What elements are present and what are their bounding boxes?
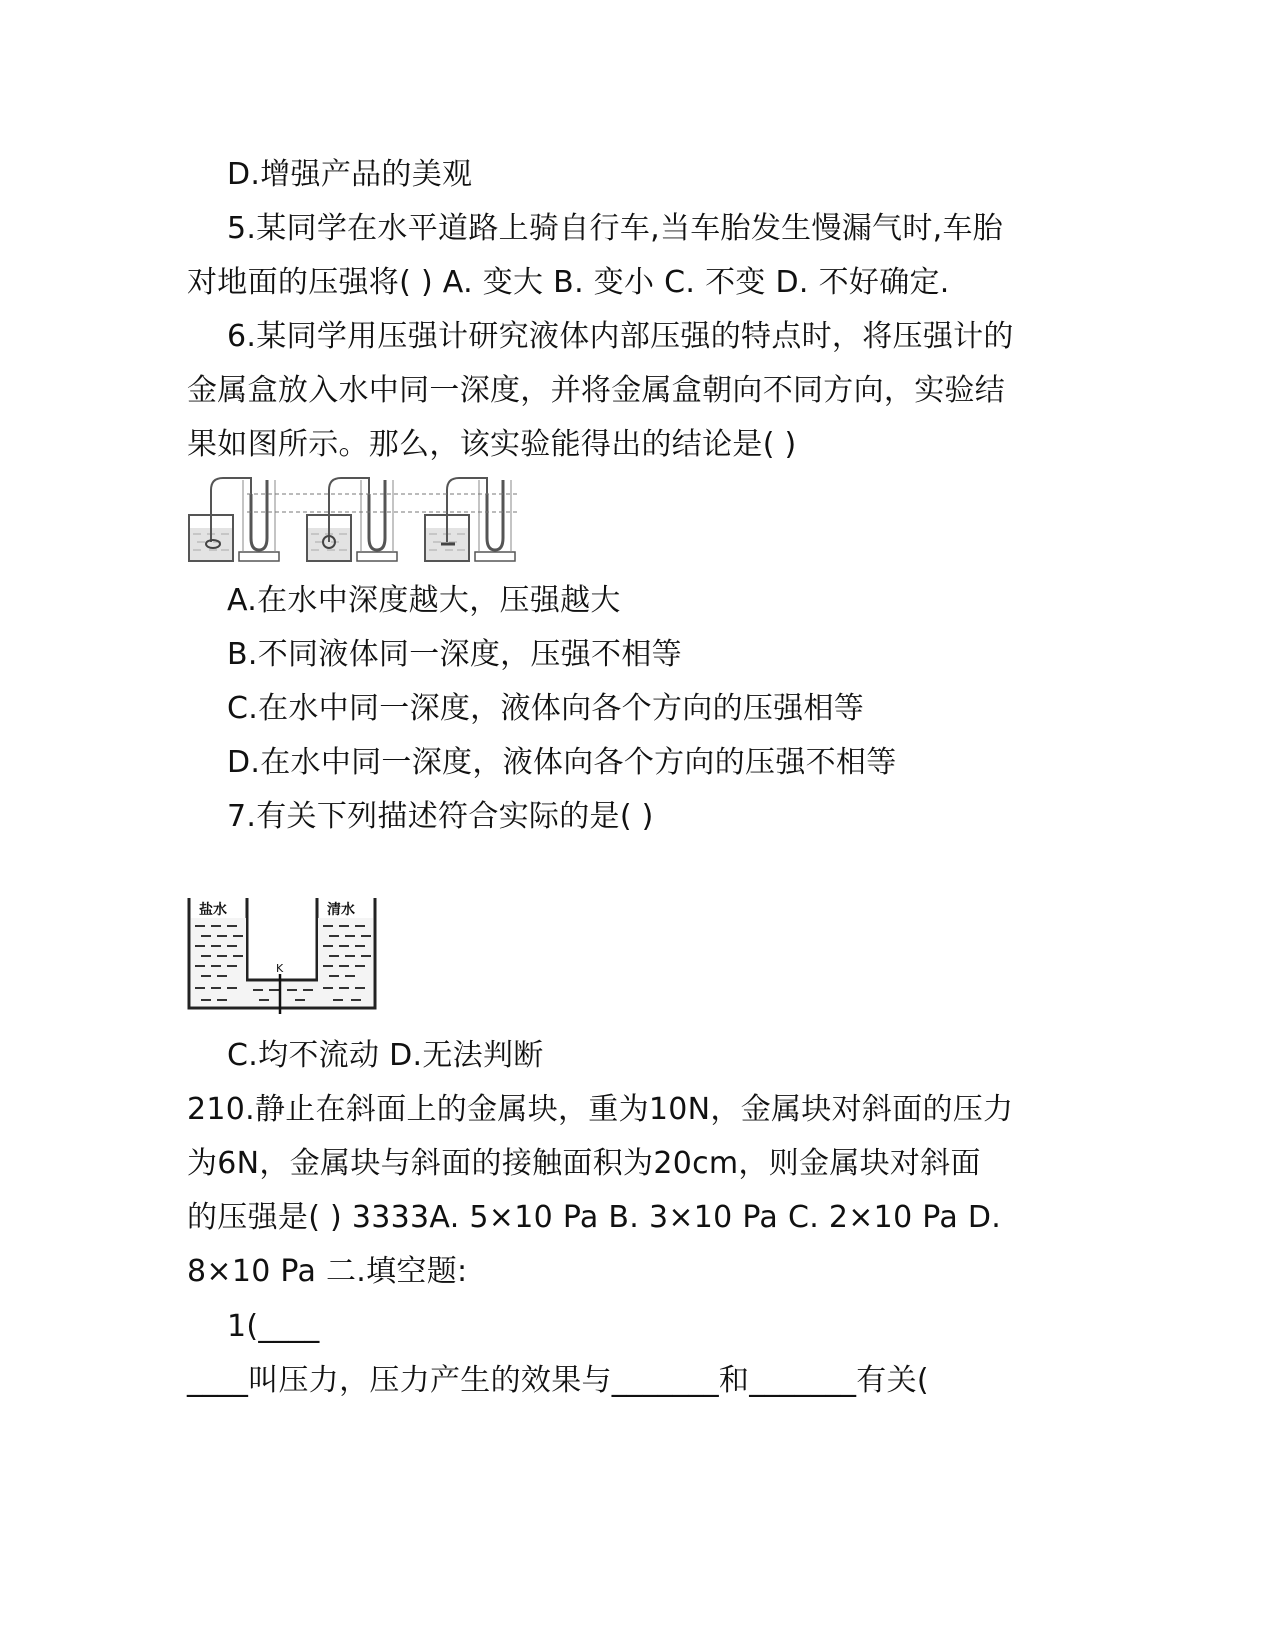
option-d-q4: D.增强产品的美观 [227, 157, 473, 192]
question-7: 7.有关下列描述符合实际的是( ) [227, 799, 654, 834]
question-210: 210.静止在斜面上的金属块，重为10N，金属块对斜面的压力 [187, 1092, 1014, 1127]
question-6-cont: 金属盒放入水中同一深度，并将金属盒朝向不同方向，实验结 [187, 373, 1006, 408]
connected-tanks-figure [187, 890, 387, 1019]
question-5-cont: 对地面的压强将( ) A. 变大 B. 变小 C. 不变 D. 不好确定. [187, 265, 950, 300]
salt-water-label: 盐水 [199, 902, 227, 918]
pressure-gauge-illustration [187, 470, 527, 565]
connected-tanks-illustration [187, 890, 387, 1015]
question-210-cont: 为6N，金属块与斜面的接触面积为20cm，则金属块对斜面 [187, 1146, 981, 1181]
fill-blank-1-cont: ____叫压力，压力产生的效果与_______和_______有关( [187, 1363, 929, 1398]
options-c-d-q7: C.均不流动 D.无法判断 [227, 1038, 544, 1073]
pressure-gauge-figure [187, 470, 527, 569]
fill-blank-1: 1(____ [227, 1309, 320, 1344]
valve-label: K [276, 962, 284, 975]
question-6: 6.某同学用压强计研究液体内部压强的特点时，将压强计的 [227, 319, 1014, 354]
question-210-options: 的压强是( ) 3333A. 5×10 Pa B. 3×10 Pa C. 2×10 Pa D. [187, 1200, 1002, 1235]
option-d-q6: D.在水中同一深度，液体向各个方向的压强不相等 [227, 745, 897, 780]
question-6-cont2: 果如图所示。那么，该实验能得出的结论是( ) [187, 427, 797, 462]
option-a-q6: A.在水中深度越大，压强越大 [227, 583, 621, 618]
section-2-heading: 8×10 Pa 二.填空题: [187, 1254, 468, 1289]
option-b-q6: B.不同液体同一深度，压强不相等 [227, 637, 682, 672]
clear-water-label: 清水 [327, 902, 355, 918]
question-5: 5.某同学在水平道路上骑自行车,当车胎发生慢漏气时,车胎 [227, 211, 1004, 246]
option-c-q6: C.在水中同一深度，液体向各个方向的压强相等 [227, 691, 865, 726]
